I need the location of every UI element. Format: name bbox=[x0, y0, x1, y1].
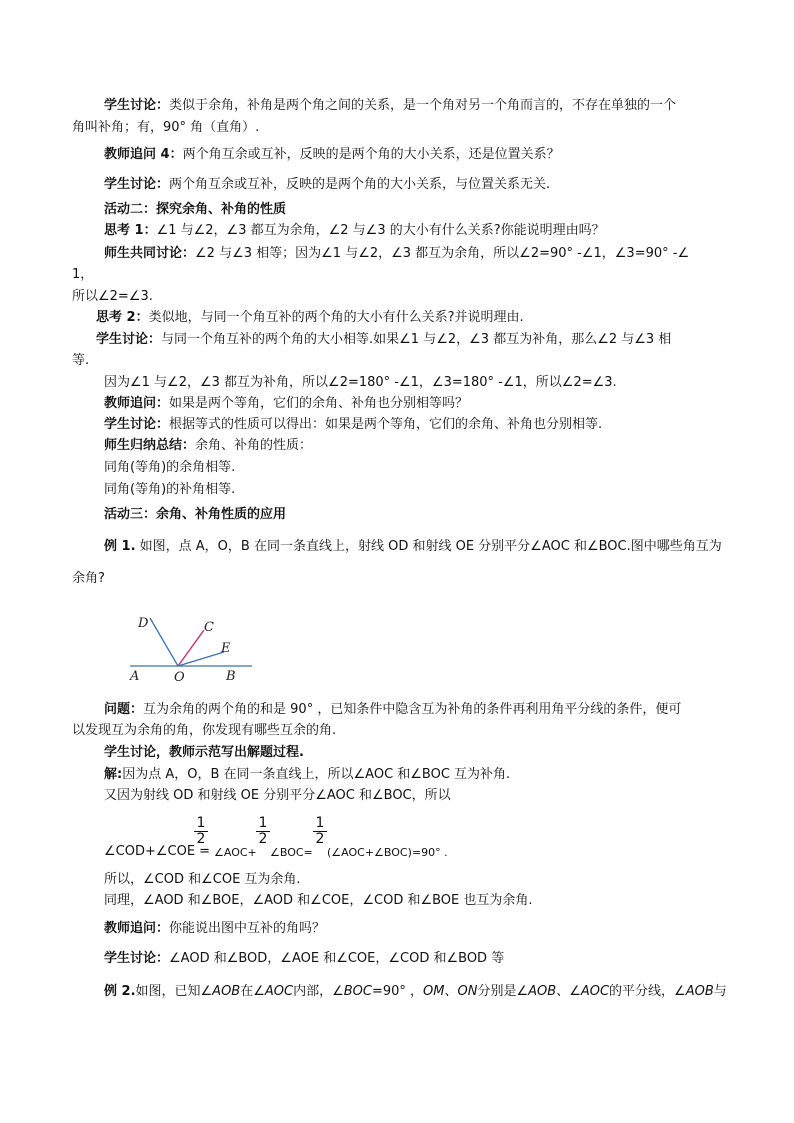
property-complement: 同角(等角)的余角相等. bbox=[104, 460, 236, 475]
paragraph-text: 两个角互余或互补，反映的是两个角的大小关系，与位置关系无关. bbox=[169, 177, 551, 192]
paragraph-teacher-question-2 bbox=[104, 920, 325, 938]
ray-oe bbox=[178, 652, 224, 666]
label: 例 1. bbox=[104, 539, 136, 554]
label: 例 2. bbox=[104, 984, 136, 999]
paragraph-text: 如果是两个等角，它们的余角、补角也分别相等吗？ bbox=[169, 396, 469, 411]
paragraph-example-1 bbox=[104, 538, 722, 556]
paragraph-think-2 bbox=[96, 309, 524, 327]
ray-oc bbox=[178, 630, 204, 666]
formula-term-1: ∠AOC+ bbox=[214, 846, 257, 859]
fraction-half: $\frac{1}{2}$ bbox=[313, 816, 327, 847]
label: 解: bbox=[104, 767, 123, 782]
fraction-half: $\frac{1}{2}$ bbox=[256, 816, 270, 847]
paragraph-student-discussion-3 bbox=[96, 331, 671, 349]
paragraph-student-discussion-4 bbox=[104, 416, 602, 434]
label: 师生共同讨论： bbox=[104, 246, 196, 261]
point-label-o: O bbox=[174, 670, 185, 684]
paragraph-continuation: 以发现互为余角的角，你发现有哪些互余的角. bbox=[72, 723, 337, 738]
point-label-a: A bbox=[130, 669, 140, 684]
label: 思考 2： bbox=[96, 310, 149, 325]
point-label-d: D bbox=[138, 616, 149, 631]
paragraph-continuation: 1， bbox=[72, 267, 94, 282]
label: 学生讨论： bbox=[104, 417, 170, 432]
point-label-c: C bbox=[204, 620, 214, 635]
ray-od bbox=[150, 618, 178, 666]
fraction-half: $\frac{1}{2}$ bbox=[194, 816, 208, 847]
paragraph-demo: 学生讨论，教师示范写出解题过程. bbox=[104, 745, 304, 760]
paragraph-continuation: 所以∠2=∠3. bbox=[72, 289, 153, 304]
paragraph-text: ∠AOD 和∠BOD，∠AOE 和∠COE，∠COD 和∠BOD 等 bbox=[169, 951, 505, 966]
paragraph-text: 因为点 A，O，B 在同一条直线上，所以∠AOC 和∠BOC 互为补角. bbox=[122, 767, 511, 782]
paragraph-teacher-question-4 bbox=[104, 146, 560, 164]
label: 学生讨论： bbox=[96, 332, 162, 347]
section-heading-activity-3: 活动三：余角、补角性质的应用 bbox=[104, 507, 287, 522]
label: 思考 1： bbox=[104, 223, 157, 238]
label: 学生讨论： bbox=[104, 951, 170, 966]
formula-term-2: ∠BOC= bbox=[270, 846, 313, 859]
paragraph-summary bbox=[104, 437, 312, 455]
paragraph-student-discussion-1 bbox=[104, 97, 676, 115]
paragraph-solution-2: 又因为射线 OD 和射线 OE 分别平分∠AOC 和∠BOC，所以 bbox=[104, 788, 451, 803]
paragraph-continuation: 等. bbox=[72, 353, 90, 368]
paragraph-text: ∠1 与∠2，∠3 都互为余角，∠2 与∠3 的大小有什么关系?你能说明理由吗？ bbox=[156, 223, 605, 238]
paragraph-conclusion: 所以，∠COD 和∠COE 互为余角. bbox=[104, 872, 301, 887]
paragraph-text: 类似于余角，补角是两个角之间的关系，是一个角对另一个角而言的，不存在单独的一个 bbox=[169, 98, 677, 113]
paragraph-continuation: 余角? bbox=[72, 571, 105, 586]
point-label-e: E bbox=[221, 641, 231, 656]
paragraph-text: 余角、补角的性质： bbox=[195, 438, 313, 453]
label: 教师追问 4： bbox=[104, 147, 183, 162]
label: 教师追问： bbox=[104, 921, 170, 936]
label: 学生讨论： bbox=[104, 177, 170, 192]
paragraph-continuation: 角叫补角；有，90° 角（直角）. bbox=[72, 120, 260, 135]
formula-term-3: (∠AOC+∠BOC)=90° . bbox=[327, 846, 448, 859]
paragraph-similarly: 同理，∠AOD 和∠BOE，∠AOD 和∠COE，∠COD 和∠BOE 也互为余角. bbox=[104, 893, 533, 908]
label: 教师追问： bbox=[104, 396, 170, 411]
paragraph-text: 类似地，与同一个角互补的两个角的大小有什么关系?并说明理由. bbox=[148, 310, 524, 325]
paragraph-text: ∠2 与∠3 相等；因为∠1 与∠2，∠3 都互为余角，所以∠2=90° -∠1，∠3=90° -∠ bbox=[195, 246, 690, 261]
paragraph-example-2: 例 2.如图，已知∠AOB在∠AOC内部，∠BOC=90° ，OM、ON分别是∠AOB、∠AOC的平分线，∠AOB与 bbox=[104, 984, 727, 999]
label: 问题： bbox=[104, 702, 144, 717]
paragraph-text: 互为余角的两个角的和是 90° ，已知条件中隐含互为补角的条件再利用角平分线的条件，便可 bbox=[143, 702, 682, 717]
paragraph-solution bbox=[104, 766, 510, 784]
section-heading-activity-2: 活动二：探究余角、补角的性质 bbox=[104, 202, 287, 217]
formula-lhs: ∠COD+∠COE = bbox=[104, 844, 211, 859]
paragraph-text: 如图，点 A，O，B 在同一条直线上，射线 OD 和射线 OE 分别平分∠AOC 和∠BOC.图中哪些角互为 bbox=[139, 539, 722, 554]
paragraph-joint-discussion bbox=[104, 245, 689, 263]
paragraph-teacher-question bbox=[104, 395, 468, 413]
point-label-b: B bbox=[226, 669, 236, 684]
label: 师生归纳总结： bbox=[104, 438, 196, 453]
paragraph-question bbox=[104, 701, 681, 719]
label: 学生讨论： bbox=[104, 98, 170, 113]
property-supplement: 同角(等角)的补角相等. bbox=[104, 482, 236, 497]
paragraph-text: 与同一个角互补的两个角的大小相等.如果∠1 与∠2，∠3 都互为补角，那么∠2 与∠3 相 bbox=[161, 332, 672, 347]
paragraph-text: 两个角互余或互补，反映的是两个角的大小关系，还是位置关系？ bbox=[182, 147, 560, 162]
paragraph-text: 你能说出图中互补的角吗？ bbox=[169, 921, 326, 936]
paragraph-student-discussion-2 bbox=[104, 176, 550, 194]
paragraph-text: 根据等式的性质可以得出：如果是两个等角，它们的余角、补角也分别相等. bbox=[169, 417, 603, 432]
paragraph-reason: 因为∠1 与∠2，∠3 都互为补角，所以∠2=180° -∠1，∠3=180° -∠1，所以∠2=∠3. bbox=[104, 375, 617, 390]
paragraph-student-discussion-5 bbox=[104, 950, 504, 968]
paragraph-think-1 bbox=[104, 222, 605, 240]
geometry-figure bbox=[120, 600, 262, 684]
